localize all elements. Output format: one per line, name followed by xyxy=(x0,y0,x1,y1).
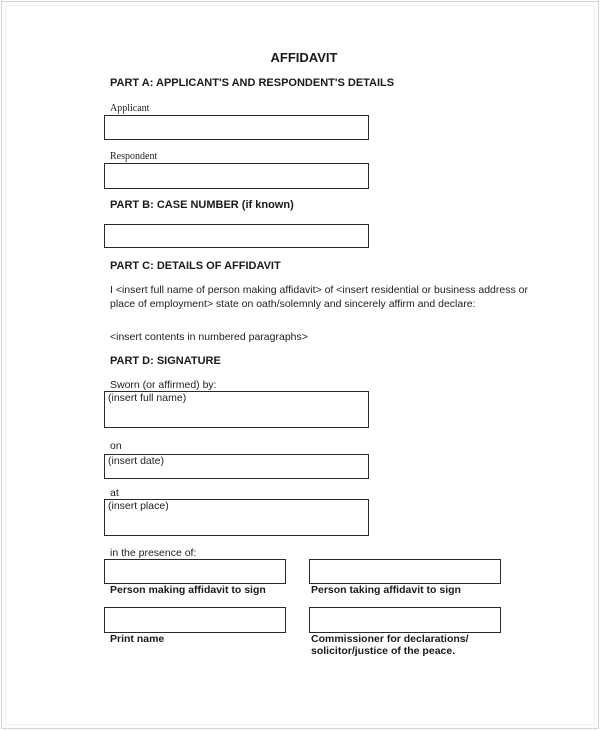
person-taking-label: Person taking affidavit to sign xyxy=(311,584,461,596)
full-name-placeholder: (insert full name) xyxy=(108,392,187,404)
applicant-label: Applicant xyxy=(110,103,150,114)
at-label: at xyxy=(110,487,119,499)
respondent-field[interactable] xyxy=(104,163,369,189)
presence-label: in the presence of: xyxy=(110,547,197,559)
place-placeholder: (insert place) xyxy=(108,500,169,512)
commissioner-label-line2: solicitor/justice of the peace. xyxy=(311,645,456,657)
person-making-signature-field[interactable] xyxy=(104,559,286,584)
sworn-by-label: Sworn (or affirmed) by: xyxy=(110,379,217,391)
part-c-heading: PART C: DETAILS OF AFFIDAVIT xyxy=(110,260,281,272)
date-placeholder: (insert date) xyxy=(108,455,165,467)
affidavit-statement: I <insert full name of person making affidavit> of <insert residential or business address or place of employment> state on oath/solemnly and sincerely affirm and declare: xyxy=(110,284,528,310)
on-label: on xyxy=(110,440,122,452)
contents-placeholder: <insert contents in numbered paragraphs> xyxy=(110,331,308,343)
part-d-heading: PART D: SIGNATURE xyxy=(110,355,221,367)
commissioner-label-line1: Commissioner for declarations/ xyxy=(311,633,469,645)
print-name-label: Print name xyxy=(110,633,165,645)
print-name-field[interactable] xyxy=(104,607,286,633)
person-taking-signature-field[interactable] xyxy=(309,559,501,584)
date-field[interactable] xyxy=(104,454,369,479)
part-a-heading: PART A: APPLICANT'S AND RESPONDENT'S DETAILS xyxy=(110,77,395,89)
commissioner-field[interactable] xyxy=(309,607,501,633)
full-name-field[interactable] xyxy=(104,391,369,428)
document-title: AFFIDAVIT xyxy=(270,50,338,65)
person-making-label: Person making affidavit to sign xyxy=(110,584,266,596)
part-b-heading: PART B: CASE NUMBER (if known) xyxy=(110,199,294,211)
case-number-field[interactable] xyxy=(104,224,369,248)
applicant-field[interactable] xyxy=(104,115,369,140)
respondent-label: Respondent xyxy=(110,151,158,162)
page-inner-border xyxy=(5,5,595,725)
place-field[interactable] xyxy=(104,499,369,536)
